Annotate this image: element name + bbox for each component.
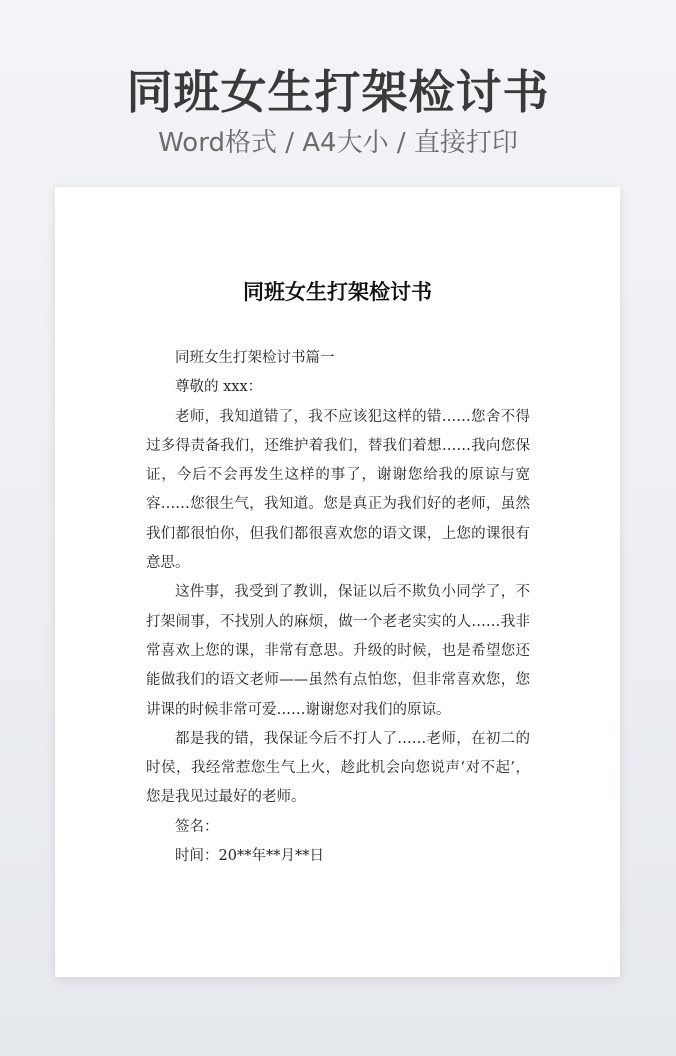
salutation: 尊敬的 xxx：	[175, 379, 263, 396]
section-heading: 同班女生打架检讨书篇一	[175, 350, 335, 366]
paragraph-2: 这件事，我受到了教训，保证以后不欺负小同学了，不打架闹事，不找别人的麻烦，做一个老老实实的人……我非常喜欢上您的课，非常有意思。升级的时候，也是希望您还能做我们的语文老师——虽然有点怕您，但非常喜欢您，您讲课的时候非常可爱……谢谢您对我们的原谅。	[146, 584, 530, 718]
paragraph-3: 都是我的错，我保证今后不打人了……老师，在初二的时侯，我经常惹您生气上火，趁此机会向您说声‘对不起’，您是我见过最好的老师。	[146, 730, 530, 806]
paragraph-1: 老师，我知道错了，我不应该犯这样的错……您舍不得过多得责备我们，还维护着我们，替我们着想……我向您保证，今后不会再发生这样的事了，谢谢您给我的原谅与宽容……您很生气，我知道。您是真正为我们好的老师，虽然我们都很怕你，但我们都很喜欢您的语文课，上您的课很有意思。	[146, 408, 530, 572]
document-body	[146, 344, 530, 871]
document-page	[55, 187, 620, 977]
signature-line: 签名：	[175, 818, 219, 835]
date-line: 时间：20**年**月**日	[175, 848, 324, 865]
format-subtitle: Word格式 / A4大小 / 直接打印	[158, 128, 518, 158]
main-title: 同班女生打架检讨书	[126, 65, 550, 119]
document-title: 同班女生打架检讨书	[243, 279, 432, 304]
page-header	[0, 62, 676, 160]
